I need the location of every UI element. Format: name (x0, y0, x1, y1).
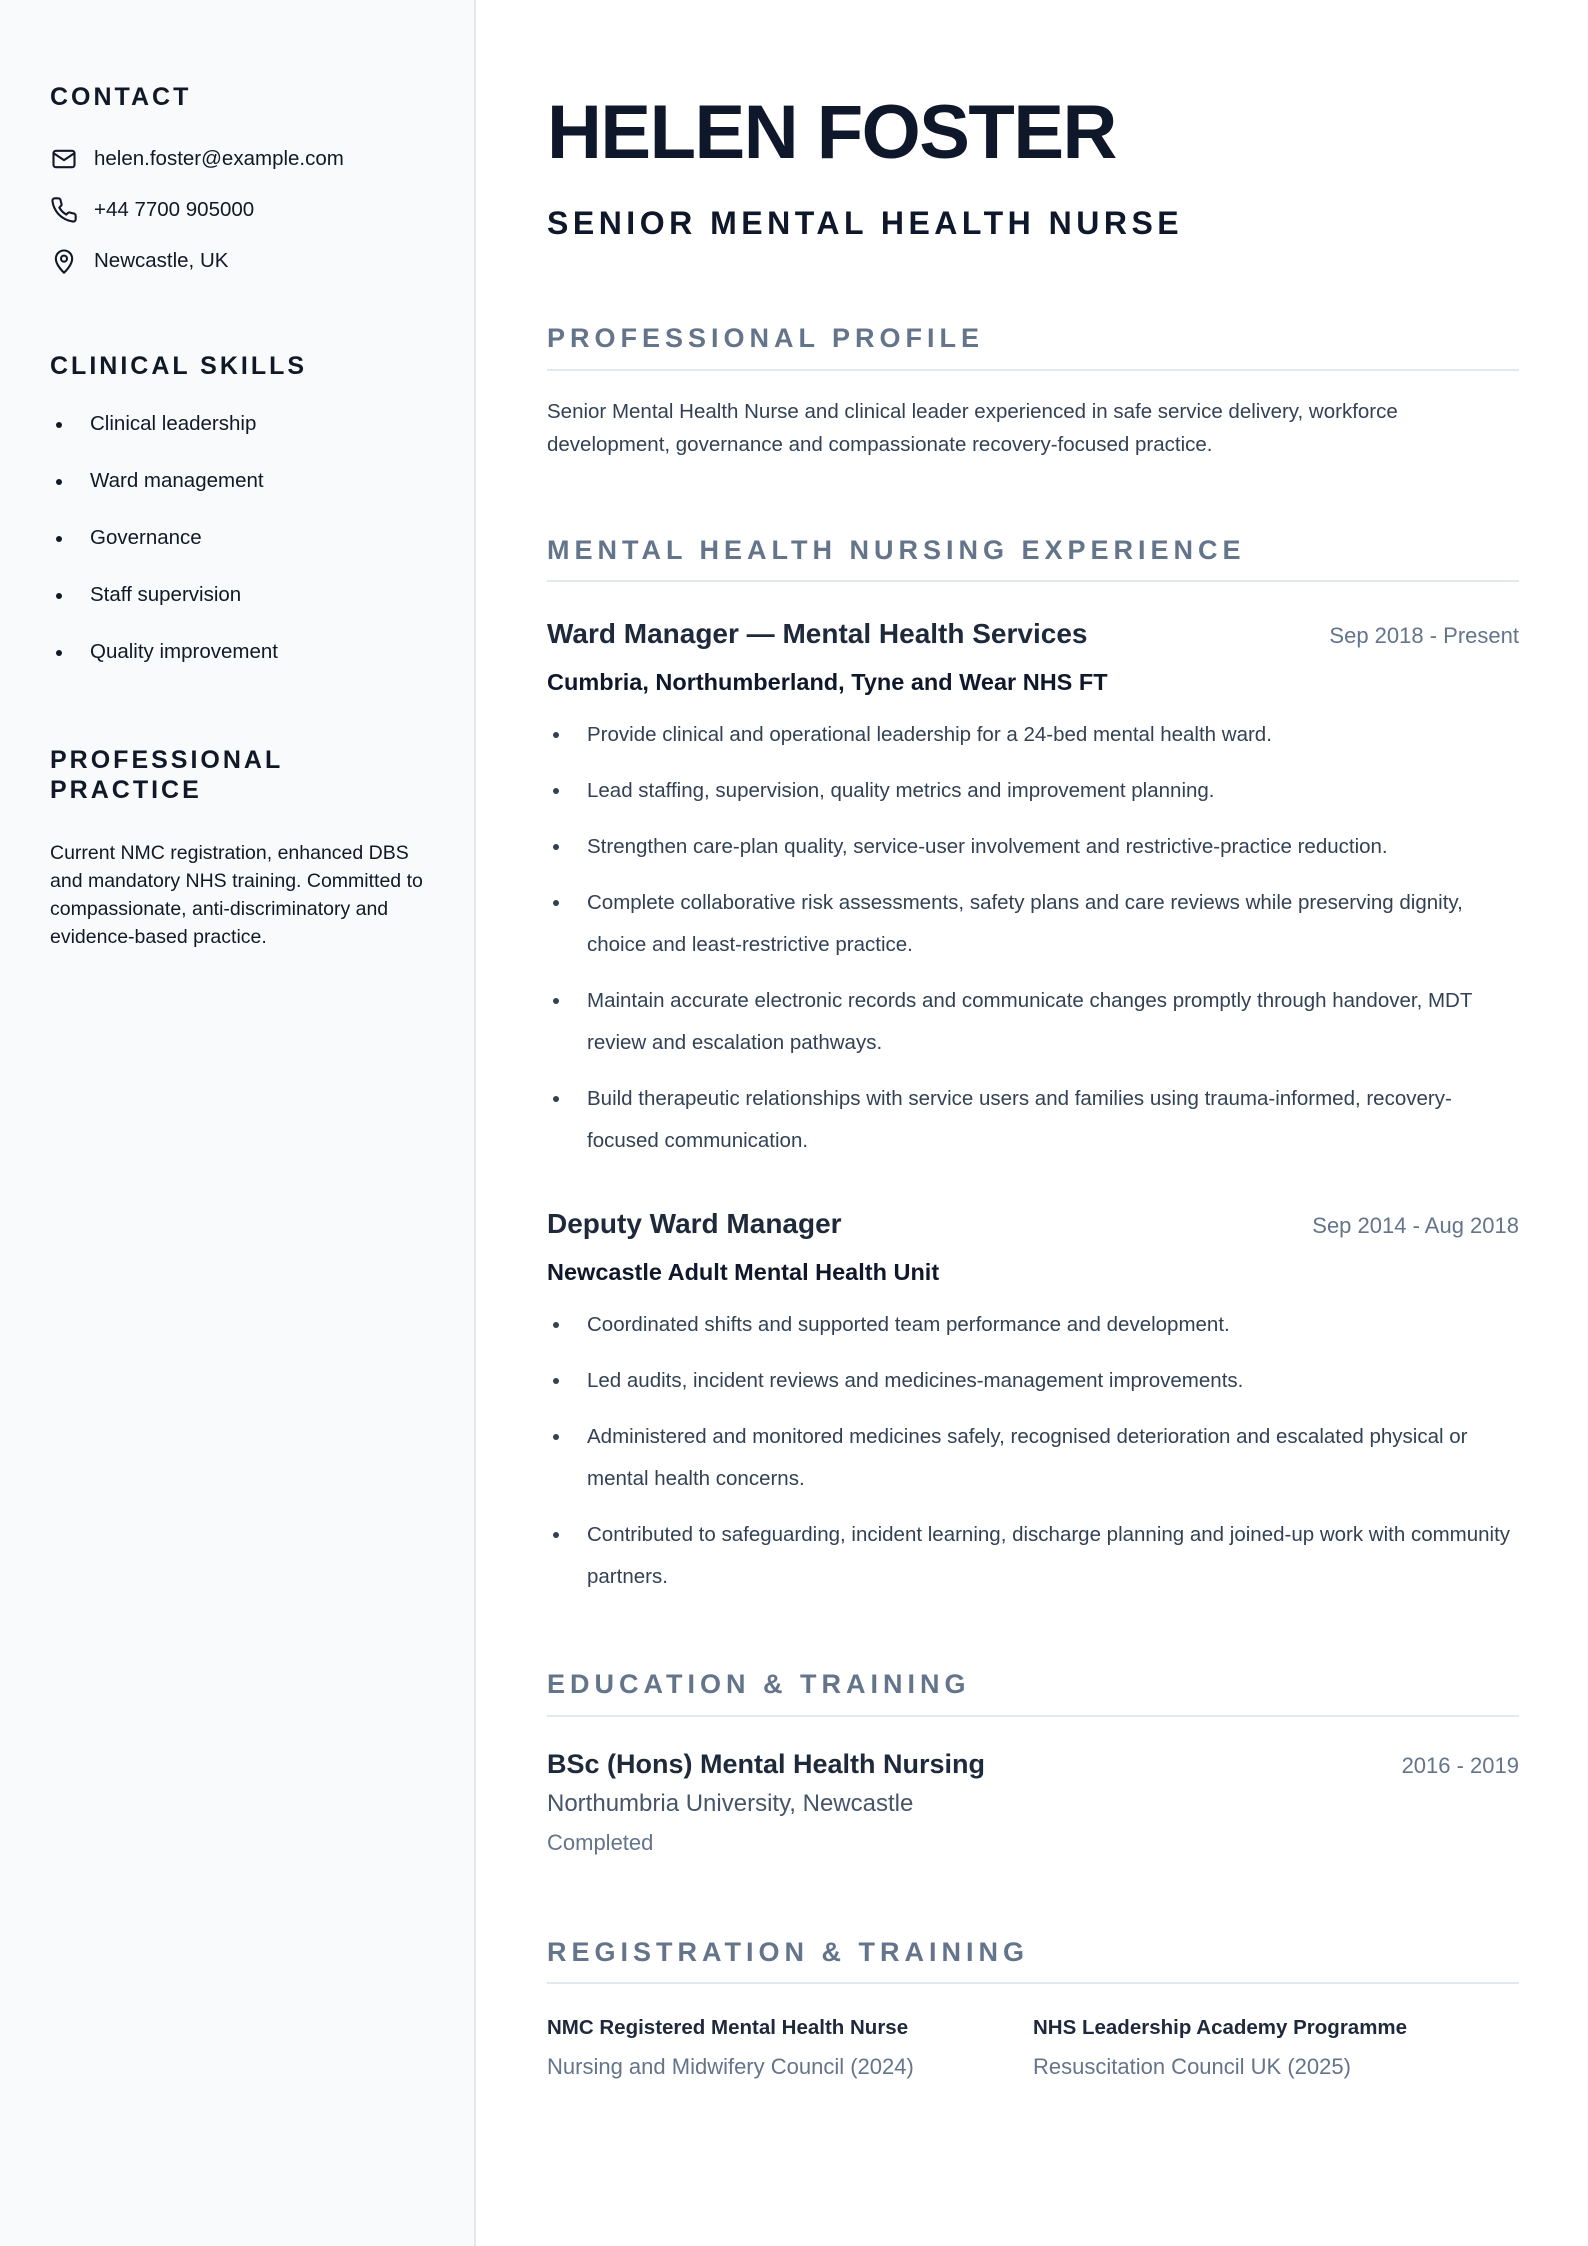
skill-item: Ward management (50, 468, 424, 494)
candidate-title: SENIOR MENTAL HEALTH NURSE (547, 205, 1184, 241)
bullet-icon (553, 1096, 559, 1102)
duty-list (547, 1304, 1519, 1598)
bullet-icon (56, 536, 62, 542)
contact-phone[interactable] (50, 193, 424, 227)
map-pin-icon (50, 247, 78, 275)
education-school: Northumbria University, Newcastle (547, 1789, 914, 1817)
practice-heading: PROFESSIONAL PRACTICE (50, 746, 283, 804)
duty-item: Strengthen care-plan quality, service-user involvement and restrictive-practice reduction. (547, 826, 1519, 868)
registration-body: Nursing and Midwifery Council (2024) (547, 2053, 914, 2079)
registration-body: Resuscitation Council UK (2025) (1033, 2053, 1351, 2079)
bullet-icon (553, 788, 559, 794)
contact-phone-text: +44 7700 905000 (94, 198, 255, 221)
education-section (547, 1668, 1519, 1855)
skill-item: Clinical leadership (50, 411, 424, 437)
contact-list (50, 142, 424, 278)
duty-item: Provide clinical and operational leadership for a 24-bed mental health ward. (547, 714, 1519, 756)
duty-list (547, 714, 1519, 1162)
bullet-icon (553, 998, 559, 1004)
job-role: Ward Manager — Mental Health Services (547, 618, 1088, 650)
registration-title: NHS Leadership Academy Programme (1033, 2015, 1408, 2039)
bullet-icon (56, 479, 62, 485)
profile-section (547, 322, 1519, 460)
education-dates: 2016 - 2019 (1401, 1752, 1519, 1778)
duty-item: Lead staffing, supervision, quality metrics and improvement planning. (547, 770, 1519, 812)
bullet-icon (553, 1322, 559, 1328)
skill-item: Governance (50, 525, 424, 551)
contact-location-text: Newcastle, UK (94, 249, 229, 272)
job-organisation: Newcastle Adult Mental Health Unit (547, 1259, 940, 1286)
bullet-icon (553, 1532, 559, 1538)
duty-item: Complete collaborative risk assessments, safety plans and care reviews while preserving dignity, choice and least-restrictive practice. (547, 882, 1519, 966)
sidebar (0, 0, 476, 2246)
main-content (476, 0, 1588, 2246)
job-entry (547, 1208, 1519, 1598)
duty-item: Led audits, incident reviews and medicines-management improvements. (547, 1360, 1519, 1402)
skill-list (50, 411, 424, 665)
section-heading-profile: PROFESSIONAL PROFILE (547, 322, 1519, 370)
duty-item: Administered and monitored medicines safely, recognised deterioration and escalated physical or mental health concerns. (547, 1416, 1519, 1500)
bullet-icon (553, 732, 559, 738)
duty-item: Contributed to safeguarding, incident learning, discharge planning and joined-up work with community partners. (547, 1514, 1519, 1598)
job-dates: Sep 2018 - Present (1329, 623, 1519, 649)
job-dates: Sep 2014 - Aug 2018 (1312, 1213, 1519, 1239)
skills-heading: CLINICAL SKILLS (50, 352, 308, 380)
education-header (547, 1749, 1519, 1780)
education-entry (547, 1749, 1519, 1856)
practice-text: Current NMC registration, enhanced DBS and mandatory NHS training. Committed to compassionate, anti-discriminatory and evidence-based practice. (50, 842, 423, 948)
section-heading-experience: MENTAL HEALTH NURSING EXPERIENCE (547, 534, 1519, 582)
job-role: Deputy Ward Manager (547, 1208, 842, 1240)
duty-item: Maintain accurate electronic records and communicate changes promptly through handover, MDT review and escalation pathways. (547, 980, 1519, 1064)
job-header (547, 1208, 1519, 1240)
bullet-icon (56, 422, 62, 428)
registration-section (547, 1936, 1519, 2080)
registration-grid (547, 2016, 1519, 2080)
bullet-icon (56, 593, 62, 599)
contact-heading: CONTACT (50, 83, 192, 111)
education-status: Completed (547, 1829, 654, 1855)
bullet-icon (553, 844, 559, 850)
duty-item: Build therapeutic relationships with service users and families using trauma-informed, recovery-focused communication. (547, 1078, 1519, 1162)
bullet-icon (553, 1378, 559, 1384)
candidate-name: HELEN FOSTER (547, 90, 1116, 175)
profile-text: Senior Mental Health Nurse and clinical leader experienced in safe service delivery, workforce development, governance and compassionate recovery-focused practice. (547, 399, 1398, 456)
bullet-icon (553, 900, 559, 906)
education-degree: BSc (Hons) Mental Health Nursing (547, 1748, 986, 1779)
bullet-icon (56, 650, 62, 656)
registration-item (547, 2016, 1033, 2080)
section-heading-registration: REGISTRATION & TRAINING (547, 1936, 1519, 1984)
job-header (547, 618, 1519, 650)
contact-email-text: helen.foster@example.com (94, 147, 344, 170)
phone-icon (50, 196, 78, 224)
job-entry (547, 618, 1519, 1162)
registration-title: NMC Registered Mental Health Nurse (547, 2015, 909, 2039)
skill-item: Quality improvement (50, 639, 424, 665)
duty-item: Coordinated shifts and supported team performance and development. (547, 1304, 1519, 1346)
experience-section (547, 534, 1519, 1598)
contact-email[interactable] (50, 142, 424, 176)
skill-item: Staff supervision (50, 582, 424, 608)
job-organisation: Cumbria, Northumberland, Tyne and Wear NHS FT (547, 669, 1108, 696)
registration-item (1033, 2016, 1519, 2080)
bullet-icon (553, 1434, 559, 1440)
envelope-icon (50, 145, 78, 173)
section-heading-education: EDUCATION & TRAINING (547, 1668, 1519, 1716)
contact-location (50, 244, 424, 278)
